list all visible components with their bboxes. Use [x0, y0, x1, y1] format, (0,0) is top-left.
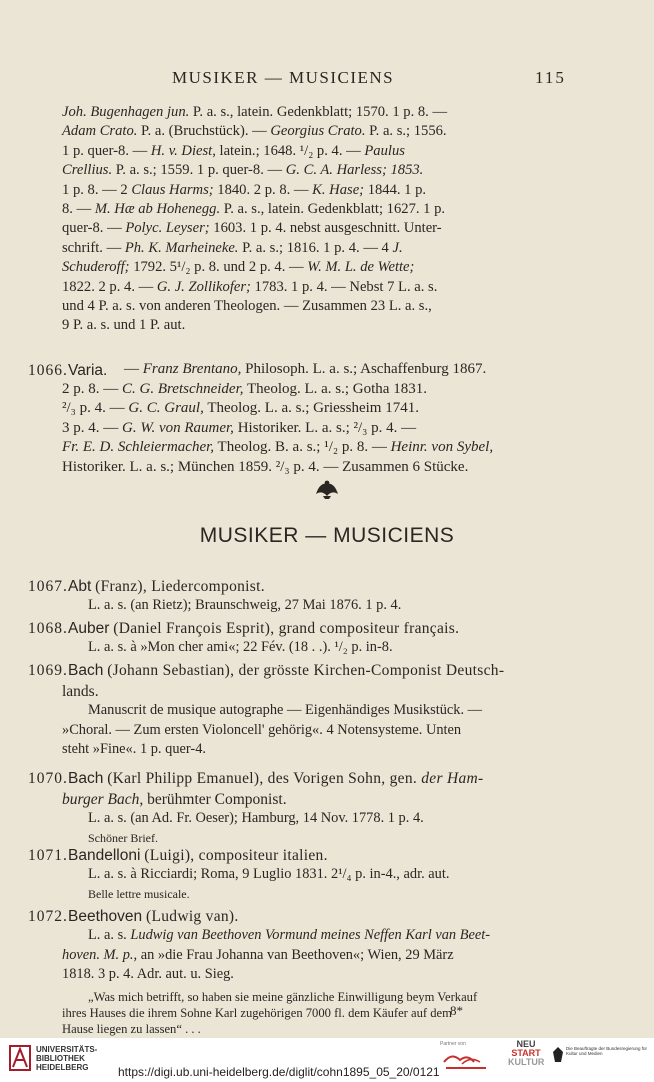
continuation-line: Adam Crato. P. a. (Bruchstück). — Georgius Crato. P. a. s.; 1556. — [62, 123, 447, 140]
entry-note: Schöner Brief. — [88, 830, 158, 845]
continuation-line: und 4 P. a. s. von anderen Theologen. — Zusammen 23 L. a. s., — [62, 298, 432, 315]
varia-text — [62, 360, 574, 478]
varia-line: 2 p. 8. — C. G. Bretschneider, Theolog. L. a. s.; Gotha 1831. — [62, 380, 427, 397]
entry-heading — [28, 576, 574, 597]
entry-detail: L. a. s. à Ricciardi; Roma, 9 Luglio 1831. 2¹/₄ p. in-4., adr. aut. — [88, 866, 450, 882]
entry-name: Bach — [68, 662, 104, 679]
entry-heading — [28, 618, 574, 639]
quote-line: Hause liegen zu lassen“ . . . — [62, 1021, 201, 1036]
page-number: 115 — [535, 68, 566, 87]
continuation-line: 1 p. 8. — 2 Claus Harms; 1840. 2 p. 8. — K. Hase; 1844. 1 p. — [62, 181, 427, 198]
quote-line: ihres Hauses die ihrem Sohne Karl zugehörigen 7000 fl. dem Käufer auf dem — [62, 1005, 452, 1020]
entry-detail: 1818. 3 p. 4. Adr. aut. u. Sieg. — [62, 966, 234, 982]
entry-detail: L. a. s. (an Ad. Fr. Oeser); Hamburg, 14 Nov. 1778. 1 p. 4. — [88, 810, 424, 826]
quote-line: „Was mich betrifft, so haben sie meine gänzliche Einwilligung beym Verkauf — [88, 989, 478, 1004]
section-title: MUSIKER — MUSICIENS — [199, 524, 455, 547]
entry-description-cont: lands. — [62, 683, 99, 700]
entry-number: 1069. — [28, 662, 68, 679]
entry-description: (Ludwig van). — [146, 908, 239, 925]
running-title: MUSIKER — MUSICIENS — [172, 68, 395, 87]
entry-description: (Franz), Liedercomponist. — [95, 578, 265, 595]
federal-eagle-icon — [552, 1046, 564, 1064]
entry-number: 1066. — [28, 362, 68, 379]
neustart-kultur-logo: NEU START KULTUR — [508, 1039, 545, 1067]
entry-detail: »Choral. — Zum ersten Violoncell' gehörig«. 4 Notensysteme. Unten — [62, 721, 462, 738]
entry-note: Belle lettre musicale. — [88, 886, 190, 901]
entry-name: Bach — [68, 770, 104, 787]
entry-name: Bandelloni — [68, 847, 141, 864]
entry-description-cont: burger Bach, berühmter Componist. — [62, 791, 287, 808]
continuation-line: Crellius. P. a. s.; 1559. 1 p. quer-8. — G. C. A. Harless; 1853. — [62, 162, 424, 179]
continuation-line: 8. — M. Hæ ab Hohenegg. P. a. s., latein. Gedenkblatt; 1627. 1 p. — [62, 201, 446, 218]
entry-number: 1072. — [28, 908, 68, 925]
entry-number: 1070. — [28, 770, 68, 787]
varia-line: Fr. E. D. Schleiermacher, Theolog. B. a. s.; ¹/₂ p. 8. — Heinr. von Sybel, — [62, 439, 494, 456]
varia-line: 3 p. 4. — G. W. von Raumer, Historiker. L. a. s.; ²/₃ p. 4. — — [62, 419, 417, 436]
entry-detail: hoven. M. p., an »die Frau Johanna van Beethoven«; Wien, 29 März — [62, 946, 454, 963]
library-name: UNIVERSITÄTS- BIBLIOTHEK HEIDELBERG — [36, 1045, 98, 1072]
entry-number: 1067. — [28, 578, 68, 595]
continuation-line: quer-8. — Polyc. Leyser; 1603. 1 p. 4. nebst ausgeschnitt. Unter- — [62, 220, 442, 237]
entry-number: 1071. — [28, 847, 68, 864]
entry-description: (Karl Philipp Emanuel), des Vorigen Sohn, gen. der Ham- — [107, 770, 484, 787]
signature-mark: 8* — [450, 1003, 463, 1018]
entry-description: (Luigi), compositeur italien. — [144, 847, 328, 864]
continuation-line: 9 P. a. s. und 1 P. aut. — [62, 317, 186, 334]
entry-detail: L. a. s. Ludwig van Beethoven Vormund meines Neffen Karl van Beet- — [88, 927, 491, 943]
entry-detail: Manuscrit de musique autographe — Eigenhändiges Musikstück. — — [88, 702, 483, 718]
continuation-line: Schuderoff; 1792. 5¹/₂ p. 8. und 2 p. 4. — W. M. L. de Wette; — [62, 259, 415, 276]
continuation-block — [62, 103, 574, 336]
continuation-line: 1822. 2 p. 4. — G. J. Zollikofer; 1783. 1 p. 4. — Nebst 7 L. a. s. — [62, 278, 438, 295]
entry-heading — [28, 660, 574, 681]
continuation-line: 1 p. quer-8. — H. v. Diest, latein.; 1648. ¹/₂ p. 4. — Paulus — [62, 142, 405, 159]
bird-logo-icon — [440, 1050, 496, 1072]
university-logo-icon — [8, 1043, 32, 1073]
continuation-line: schrift. — Ph. K. Marheineke. P. a. s.; 1816. 1 p. 4. — 4 J. — [62, 239, 403, 256]
entry-description: (Johann Sebastian), der grösste Kirchen-Componist Deutsch- — [107, 662, 505, 679]
entry-name: Beethoven — [68, 908, 143, 925]
varia-line: Historiker. L. a. s.; München 1859. ²/₃ p. 4. — Zusammen 6 Stücke. — [62, 458, 469, 475]
entry-detail: L. a. s. (an Rietz); Braunschweig, 27 Mai 1876. 1 p. 4. — [88, 597, 402, 613]
continuation-line: Joh. Bugenhagen jun. P. a. s., latein. Gedenkblatt; 1570. 1 p. 8. — — [62, 104, 448, 120]
entry-heading — [28, 906, 574, 927]
partner-label: Partner von — [440, 1041, 466, 1047]
entry-name: Varia. — [68, 362, 108, 379]
federal-commissioner-label: Die Beauftragte der Bundesregierung für Kultur und Medien — [566, 1046, 648, 1056]
entry-detail: steht »Fine«. 1 p. quer-4. — [62, 741, 206, 757]
entry-description: (Daniel François Esprit), grand compositeur français. — [113, 620, 460, 637]
entry-name: Auber — [68, 620, 110, 637]
entry-name: Abt — [68, 578, 92, 595]
varia-line: — Franz Brentano, Philosoph. L. a. s.; Aschaffenburg 1867. — [124, 361, 487, 377]
entry-detail: L. a. s. à »Mon cher ami«; 22 Fév. (18 . .). ¹/₂ p. in-8. — [88, 639, 393, 655]
varia-line: ²/₃ p. 4. — G. C. Graul, Theolog. L. a. s.; Griessheim 1741. — [62, 400, 419, 417]
permalink-url[interactable]: https://digi.ub.uni-heidelberg.de/diglit/cohn1895_05_20/0121 — [118, 1065, 440, 1079]
entry-number: 1068. — [28, 620, 68, 637]
entry-heading — [28, 845, 574, 866]
entry-heading — [28, 768, 574, 789]
ornament-icon — [312, 478, 342, 500]
